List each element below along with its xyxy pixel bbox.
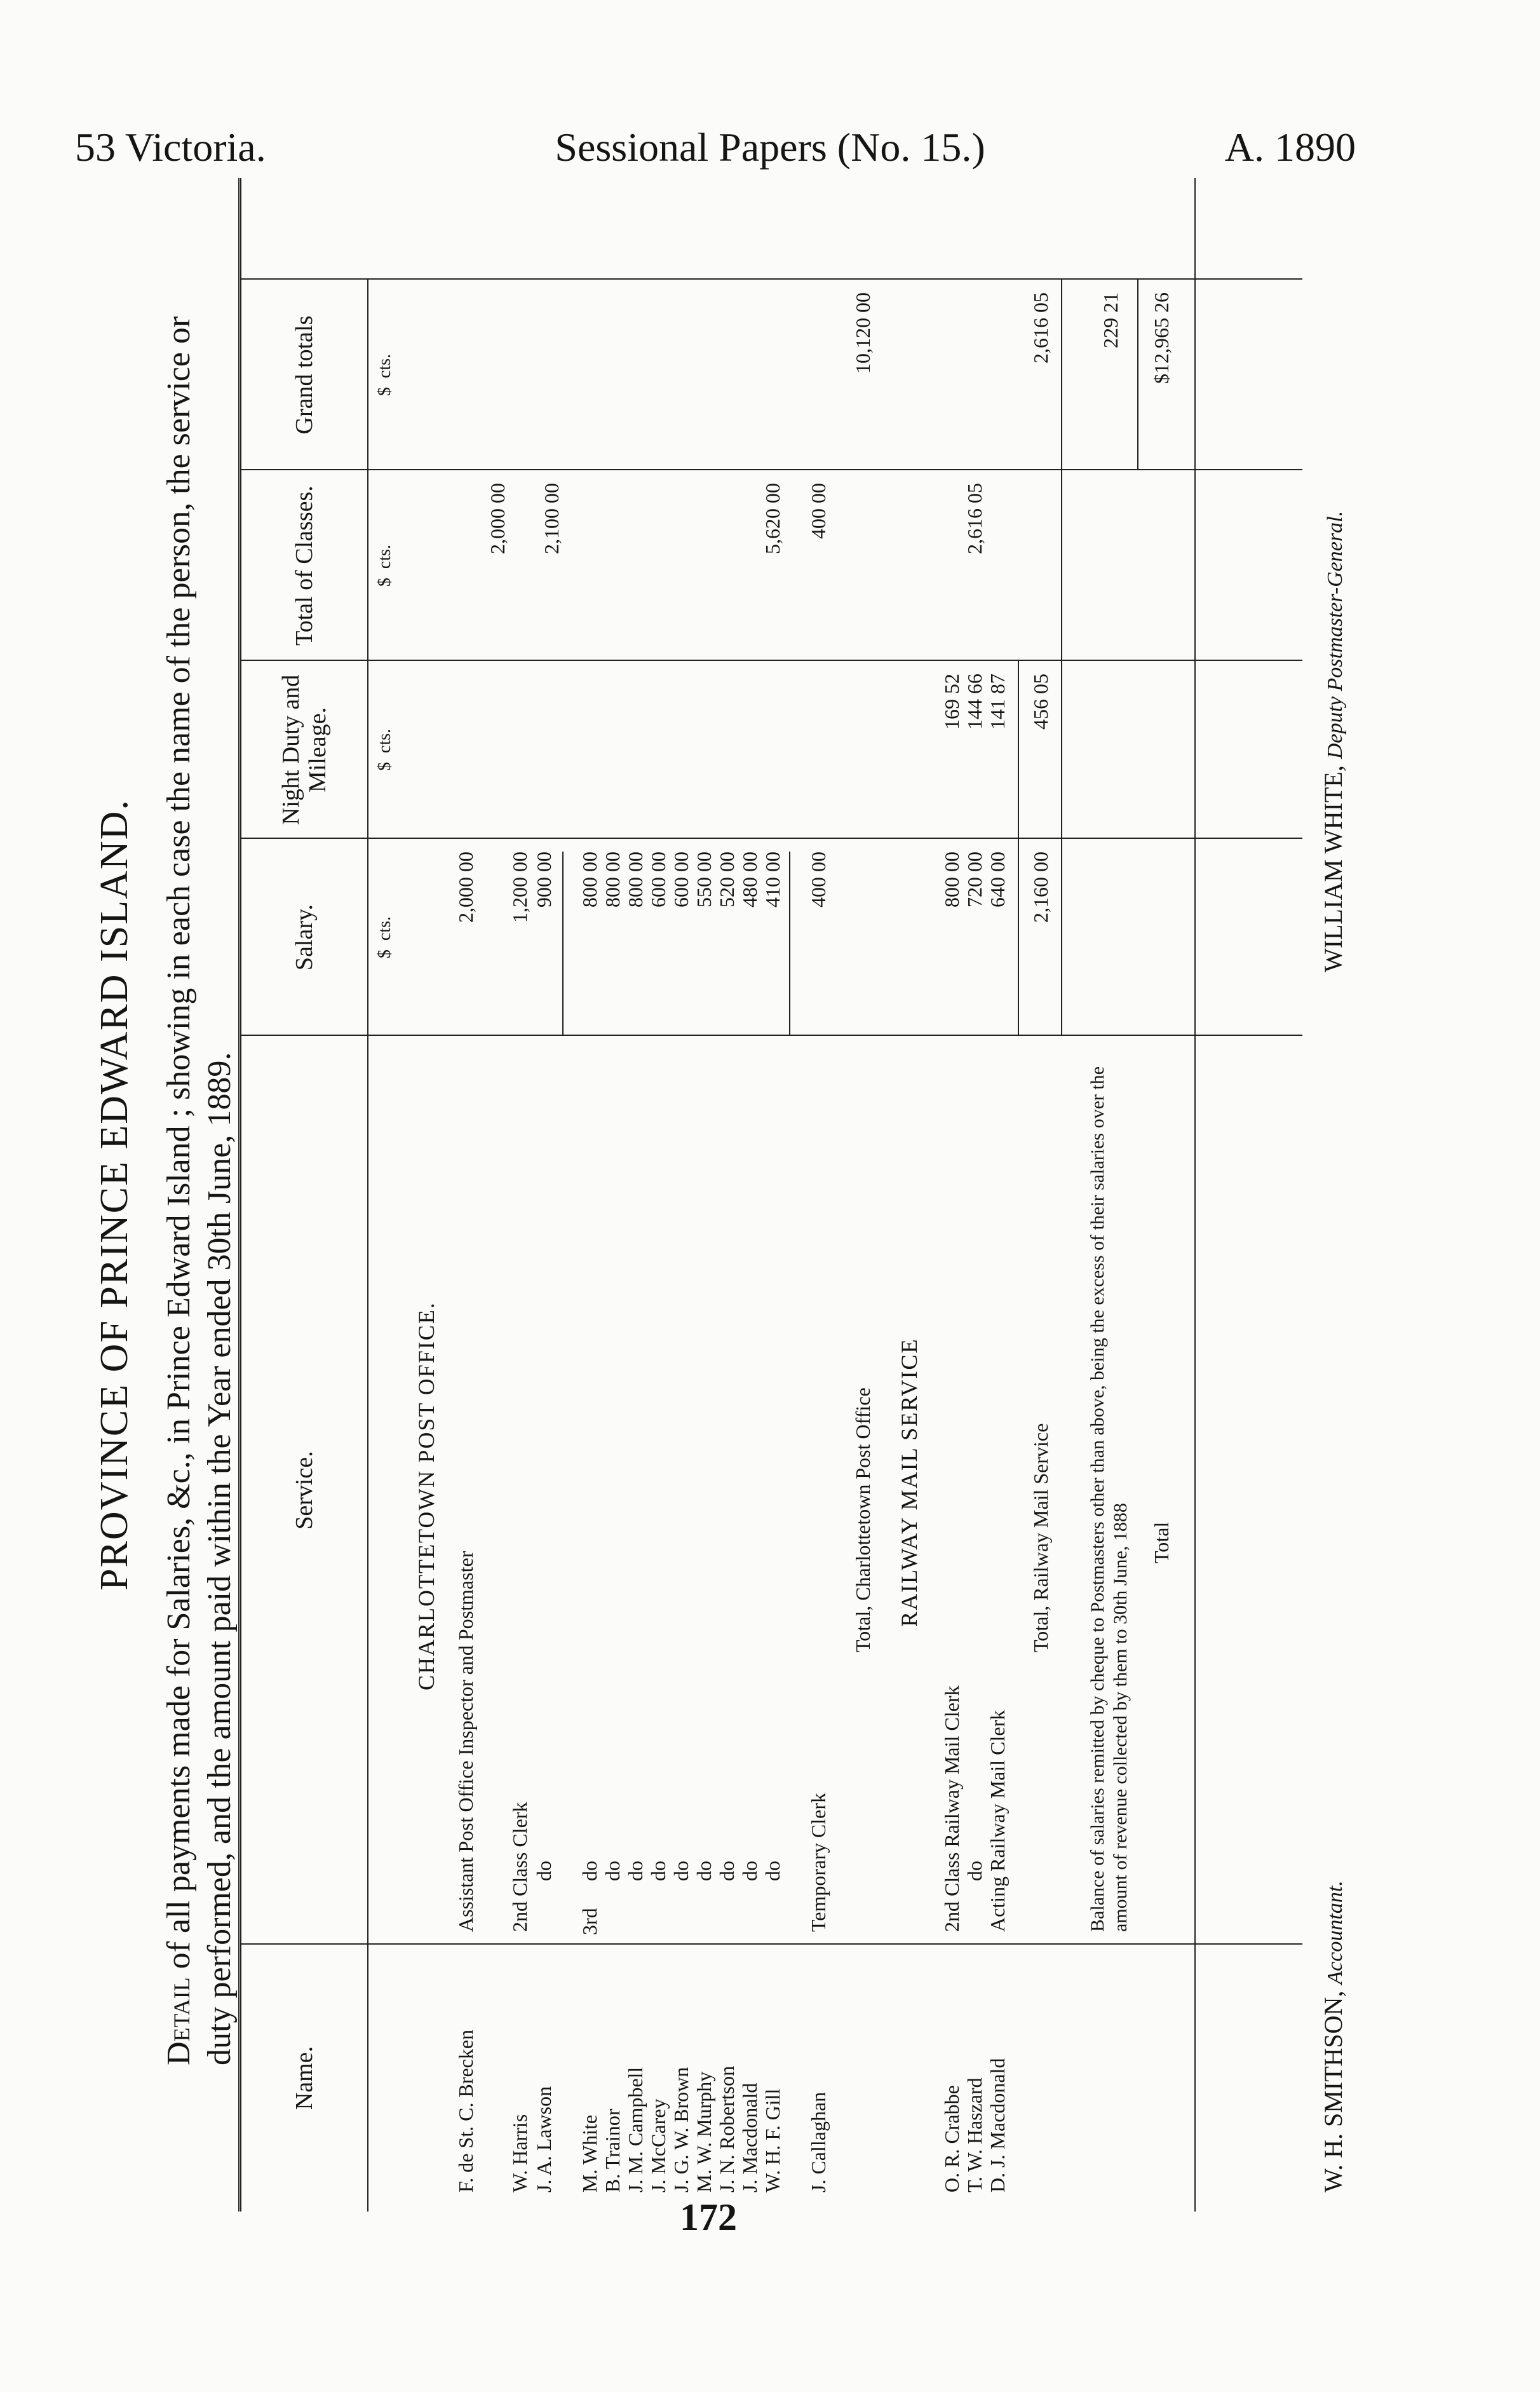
salary-cell: 800 00	[940, 852, 963, 907]
units-night: $ cts.	[375, 728, 395, 771]
header-papers: Sessional Papers (No. 15.)	[555, 125, 985, 170]
salary-cell: 800 00	[578, 852, 601, 907]
balance-row: Balance of salaries remitted by cheque to Postmasters other than above, being the excess of their salaries over the amount of revenue collected by them to 30th June, 1888	[1087, 1066, 1131, 1932]
col-header-grand-totals: Grand totals	[241, 280, 368, 470]
rotated-table-page	[92, 178, 1375, 2212]
document-description	[159, 273, 240, 2065]
salary-cell: 640 00	[986, 852, 1009, 907]
page-number: 172	[680, 2196, 737, 2238]
units-salary: $ cts.	[375, 916, 395, 959]
salary-cell: 520 00	[715, 852, 738, 907]
class-total-cell: 5,620 00	[761, 483, 784, 554]
units-classes: $ cts.	[375, 544, 395, 587]
class-total-cell: 400 00	[807, 483, 830, 539]
salary-cell: 2,000 00	[454, 852, 477, 923]
sum-rule	[1137, 280, 1138, 470]
description-text: of all payments made for Salaries, &c., in Prince Edward Island ; showing in each case the name of the person, the service or duty performed, and the amount paid within the Year ended 30th June, 1889.	[161, 316, 238, 2065]
sum-rule	[789, 852, 790, 1036]
document-title: PROVINCE OF PRINCE EDWARD ISLAND.	[93, 799, 136, 1591]
salary-cell: 1,200 00	[508, 852, 531, 923]
sum-rule	[562, 852, 564, 1036]
night-cell: 141 87	[986, 674, 1009, 730]
salary-cell: 550 00	[692, 852, 715, 907]
salary-cell: 600 00	[647, 852, 670, 907]
grand-total-value: $12,965 26	[1150, 292, 1173, 384]
grand-total-cell: 2,616 05	[1029, 292, 1052, 364]
section-railway: RAILWAY MAIL SERVICE	[896, 1338, 922, 1627]
col-header-total-classes: Total of Classes.	[241, 470, 368, 661]
col-rule	[241, 278, 1302, 280]
night-subtotal: 456 05	[1029, 674, 1052, 730]
header-session: 53 Victoria.	[75, 125, 266, 170]
header-year: A. 1890	[1224, 125, 1356, 170]
night-cell: 144 66	[963, 674, 986, 730]
sum-rule	[1018, 661, 1019, 1036]
col-rule	[241, 1943, 1302, 1945]
postmaster-signature: WILLIAM WHITE, Deputy Postmaster-General.	[1319, 510, 1348, 972]
salary-cell: 400 00	[807, 852, 830, 907]
class-total-cell: 2,000 00	[486, 483, 509, 554]
salary-cell: 600 00	[670, 852, 692, 907]
night-cell: 169 52	[940, 674, 963, 730]
accountant-signature: W. H. SMITHSON, Accountant.	[1319, 1880, 1348, 2192]
class-total-cell: 2,100 00	[540, 483, 563, 554]
col-rule	[241, 838, 1302, 839]
salary-cell: 900 00	[532, 852, 555, 907]
salary-table: Name. Service. Salary. Night Duty and Mileage. Total of Classes. Grand totals $ cts. $ cts. $ cts. $ cts. CHARLOTTETOWN POST OFFICE. F. de St. C. Brecken Assistant Post Office Inspector and Postmaster 2,000 00 2,000 00 W. Harris 2nd Class Clerk 1,200 00 J. A. Lawson do 900 00 2,100 00 M. White 3rd do 800 00 B. Trainor do 800 00 J. M. Campbell do 800 00 J. McCarey do 600 00 J. G. W. Brown do 600 00 M. W. Murphy do 550 00 J. N. Robertson do 520 00 J. Macdonald do 480 00 W. H. F. Gill do 410 00 5,620 00 J. Callaghan Temporary Clerk 400 00 400 00 Total, Charlottetown Post Office 10,120 00 RAILWAY MAIL SERVICE O. R. Crabbe 2nd Class Railway Mail Clerk 800 00 169 52 T. W. Haszard do 720 00 144 66 D. J. Macdonald Acting Railway Mail Clerk 640 00 141 87 2,616 05 Total, Railway Mail Service 2,160 00 456 05 2,616 05 Balance of salaries remitted by cheque to Postmasters other than above, being the excess of their salaries over the amount of revenue collected by them to 30th June, 1888 229 21 Total $12,965 26	[238, 178, 1302, 2212]
col-header-night-duty: Night Duty and Mileage.	[241, 661, 368, 839]
salary-subtotal: 2,160 00	[1029, 852, 1052, 923]
description-lead: Detail	[161, 1977, 197, 2065]
section-charlottetown: CHARLOTTETOWN POST OFFICE.	[414, 1301, 439, 1690]
grand-total-cell: 10,120 00	[851, 292, 874, 374]
salary-cell: 410 00	[761, 852, 784, 907]
salary-cell: 480 00	[738, 852, 761, 907]
grand-total-cell: 229 21	[1099, 292, 1122, 348]
col-header-salary: Salary.	[241, 839, 368, 1036]
salary-cell: 800 00	[624, 852, 647, 907]
col-header-name: Name.	[241, 1945, 368, 2212]
class-total-cell: 2,616 05	[963, 483, 986, 554]
salary-cell: 800 00	[601, 852, 624, 907]
sum-rule	[1061, 280, 1062, 1036]
units-grand: $ cts.	[375, 353, 395, 397]
salary-cell: 720 00	[963, 852, 986, 907]
table-bottom-rule	[1194, 178, 1196, 2212]
col-rule	[241, 469, 1302, 470]
col-header-service: Service.	[241, 1036, 368, 1945]
